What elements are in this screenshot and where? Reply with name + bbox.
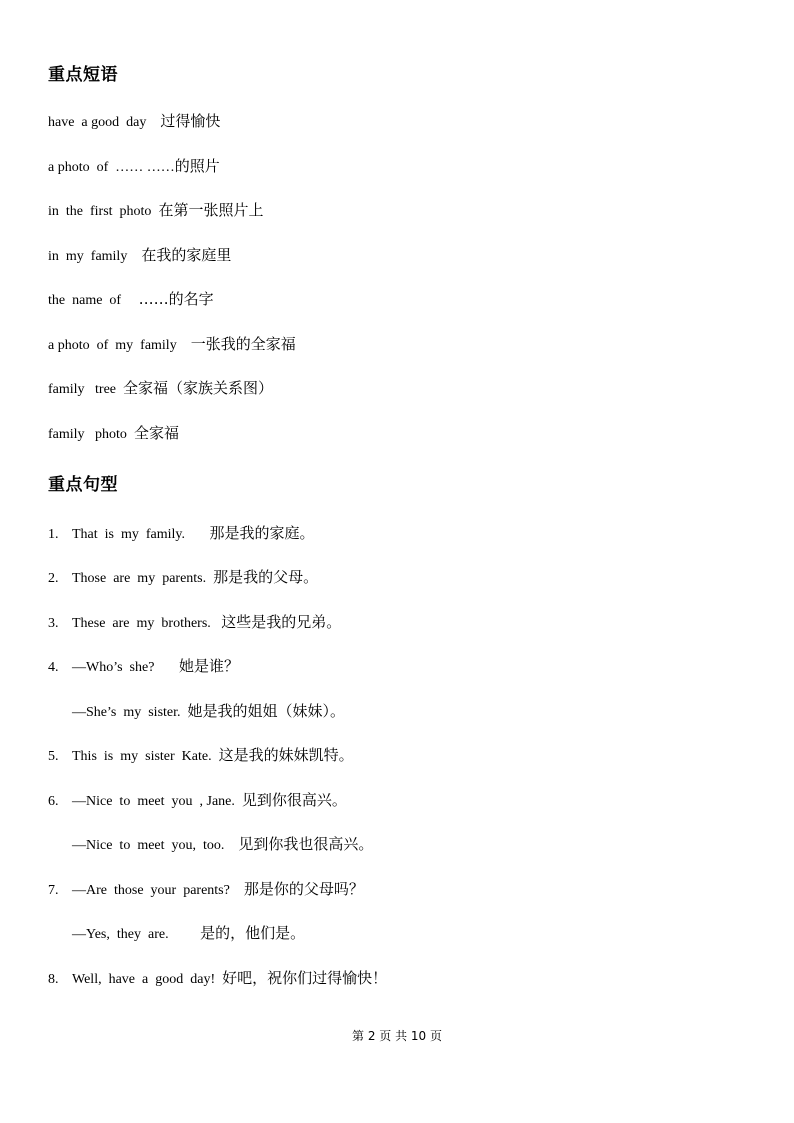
phrases-heading: 重点短语 — [48, 65, 118, 85]
sentence-reply-line: —She’s my sister. 她是我的姐姐（妹妹）。 — [72, 702, 346, 720]
page-footer: 第 2 页 共 10 页 — [352, 1029, 442, 1043]
phrase-line: in my family 在我的家庭里 — [48, 246, 232, 264]
sentence-line: 2. Those are my parents. 那是我的父母。 — [48, 568, 319, 586]
phrase-line: a photo of my family 一张我的全家福 — [48, 335, 296, 353]
sentence-line: 1. That is my family. 那是我的家庭。 — [48, 524, 315, 542]
phrase-line: have a good day 过得愉快 — [48, 112, 221, 130]
sentence-line: 8. Well, have a good day! 好吧，祝你们过得愉快！ — [48, 969, 388, 987]
phrase-line: family photo 全家福 — [48, 424, 179, 442]
phrase-line: a photo of …… ……的照片 — [48, 157, 220, 175]
sentence-line: 7. —Are those your parents? 那是你的父母吗？ — [48, 880, 364, 898]
phrase-line: in the first photo 在第一张照片上 — [48, 201, 264, 219]
sentence-line: 3. These are my brothers. 这些是我的兄弟。 — [48, 613, 342, 631]
sentence-line: 5. This is my sister Kate. 这是我的妹妹凯特。 — [48, 746, 354, 764]
phrase-line: family tree 全家福（家族关系图） — [48, 379, 274, 397]
sentence-line: 6. —Nice to meet you , Jane. 见到你很高兴。 — [48, 791, 347, 809]
sentences-heading: 重点句型 — [48, 475, 118, 495]
sentence-line: 4. —Who’s she? 她是谁？ — [48, 657, 239, 675]
phrase-line: the name of ……的名字 — [48, 290, 214, 308]
sentence-reply-line: —Yes, they are. 是的，他们是。 — [72, 924, 306, 942]
sentence-reply-line: —Nice to meet you, too. 见到你我也很高兴。 — [72, 835, 374, 853]
